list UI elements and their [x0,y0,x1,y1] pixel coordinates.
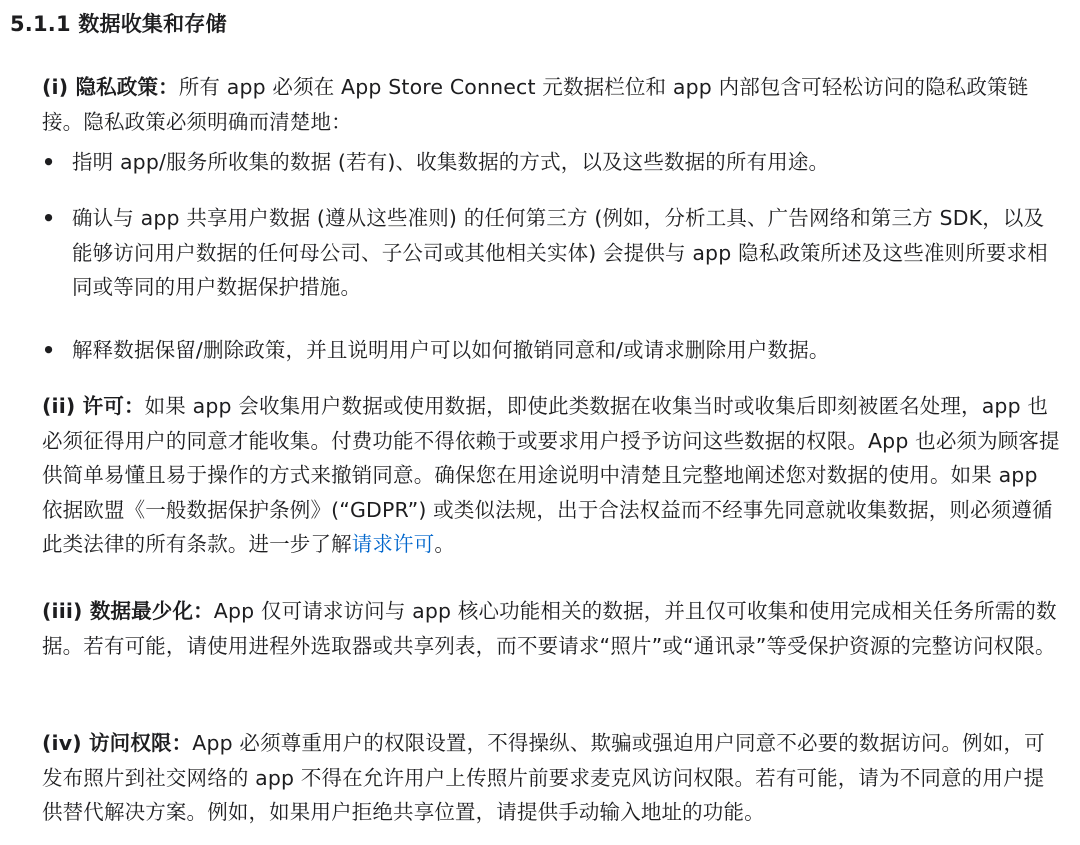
privacy-policy-label: (i) 隐私政策： [42,75,179,99]
list-item [42,333,1060,368]
list-item [42,201,1060,305]
privacy-policy-paragraph [42,70,1060,139]
list-item-text: 指明 app/服务所收集的数据 (若有)、收集数据的方式，以及这些数据的所有用途。 [72,150,830,174]
bullet-icon: • [42,206,56,230]
bullet-icon: • [42,150,56,174]
access-paragraph [42,726,1060,830]
request-permission-link[interactable]: 请求许可 [351,532,435,556]
permission-label: (ii) 许可： [42,394,145,418]
data-minimization-text: App 仅可请求访问与 app 核心功能相关的数据，并且仅可收集和使用完成相关任务所需的数据。若有可能，请使用进程外选取器或共享列表，而不要请求“照片”或“通讯录”等受保护资源的完整访问权限。 [42,599,1057,658]
permission-text: 如果 app 会收集用户数据或使用数据，即使此类数据在收集当时或收集后即刻被匿名处理，app 也必须征得用户的同意才能收集。付费功能不得依赖于或要求用户授予访问这些数据的权限。App 也必须为顾客提供简单易懂且易于操作的方式来撤销同意。确保您在用途说明中清楚且完整地阐述您对数据的使用。如果 app 依据欧盟《一般数据保护条例》(“GDPR”) 或类似法规，出于合法权益而不经事先同意就收集数据，则必须遵循此类法律的所有条款。进一步了解 [42,394,1060,556]
privacy-policy-text: 所有 app 必须在 App Store Connect 元数据栏位和 app 内部包含可轻松访问的隐私政策链接。隐私政策必须明确而清楚地： [42,75,1029,134]
data-minimization-paragraph [42,594,1060,663]
access-label: (iv) 访问权限： [42,731,193,755]
permission-suffix: 。 [434,532,456,556]
data-minimization-label: (iii) 数据最少化： [42,599,214,623]
bullet-icon: • [42,338,56,362]
list-item-text: 确认与 app 共享用户数据 (遵从这些准则) 的任何第三方 (例如，分析工具、广告网络和第三方 SDK，以及能够访问用户数据的任何母公司、子公司或其他相关实体) 会提供与 app 隐私政策所述及这些准则所要求相同或等同的用户数据保护措施。 [72,206,1048,299]
permission-paragraph [42,389,1060,562]
section-title: 5.1.1 数据收集和存储 [10,12,227,36]
list-item [42,145,1060,180]
access-text: App 必须尊重用户的权限设置，不得操纵、欺骗或强迫用户同意不必要的数据访问。例如，可发布照片到社交网络的 app 不得在允许用户上传照片前要求麦克风访问权限。若有可能，请为不同意的用户提供替代解决方案。例如，如果用户拒绝共享位置，请提供手动输入地址的功能。 [42,731,1045,824]
list-item-text: 解释数据保留/删除政策，并且说明用户可以如何撤销同意和/或请求删除用户数据。 [72,338,830,362]
